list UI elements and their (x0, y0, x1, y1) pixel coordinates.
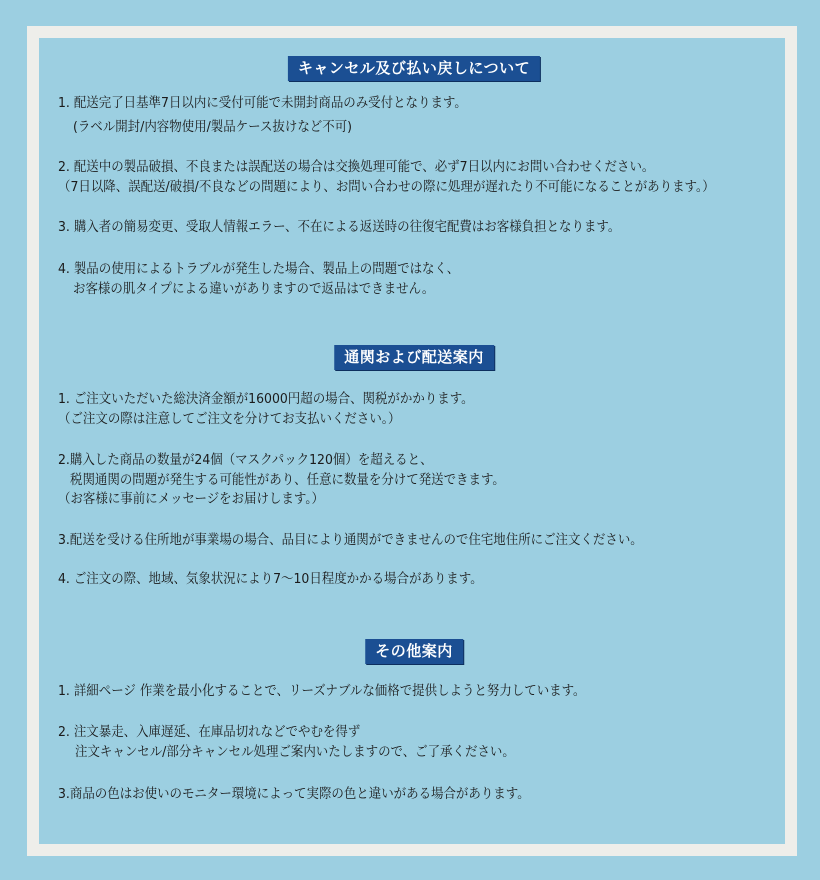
cancel-item-1-line-2: (ラベル開封/内容物使用/製品ケース抜けなど不可) (73, 120, 353, 135)
cancel-item-2-line-1: 2. 配送中の製品破損、不良または誤配送の場合は交換処理可能で、必ず7日以内にお問い合わせください。 (58, 160, 655, 175)
customs-item-1-line-2: （ご注文の際は注意してご注文を分けてお支払いください。） (58, 412, 401, 427)
customs-item-2-line-3: （お客様に事前にメッセージをお届けします。） (58, 492, 325, 507)
customs-item-2-line-1: 2.購入した商品の数量が24個（マスクパック120個）を超えると、 (58, 453, 433, 468)
cancel-item-4-line-1: 4. 製品の使用によるトラブルが発生した場合、製品上の問題ではなく、 (58, 262, 460, 277)
customs-item-3-line-1: 3.配送を受ける住所地が事業場の場合、品目により通関ができませんので住宅地住所にご注文ください。 (58, 533, 643, 548)
other-item-3-line-1: 3.商品の色はお使いのモニター環境によって実際の色と違いがある場合があります。 (58, 787, 530, 802)
cancel-item-3-line-1: 3. 購入者の簡易変更、受取人情報エラー、不在による返送時の往復宅配費はお客様負担となります。 (58, 220, 621, 235)
cancel-item-2-line-2: （7日以降、誤配送/破損/不良などの問題により、お問い合わせの際に処理が遅れたり不可能になることがあります。） (58, 180, 715, 195)
section-title-customs-shipping: 通関および配送案内 (334, 345, 494, 370)
other-item-2-line-1: 2. 注文暴走、入庫遅延、在庫品切れなどでやむを得ず (58, 725, 361, 740)
section-title-other-info: その他案内 (365, 639, 463, 664)
section-title-cancellation: キャンセル及び払い戻しについて (288, 56, 540, 81)
customs-item-4-line-1: 4. ご注文の際、地域、気象状況により7～10日程度かかる場合があります。 (58, 572, 483, 587)
cancel-item-1-line-1: 1. 配送完了日基準7日以内に受付可能で未開封商品のみ受付となります。 (58, 96, 467, 111)
other-item-1-line-1: 1. 詳細ページ 作業を最小化することで、リーズナブルな価格で提供しようと努力しています。 (58, 684, 586, 699)
customs-item-1-line-1: 1. ご注文いただいた総決済金額が16000円超の場合、関税がかかります。 (58, 392, 474, 407)
cancel-item-4-line-2: お客様の肌タイプによる違いがありますので返品はできません。 (73, 282, 435, 297)
customs-item-2-line-2: 税関通関の問題が発生する可能性があり、任意に数量を分けて発送できます。 (70, 473, 505, 488)
other-item-2-line-2: 注文キャンセル/部分キャンセル処理ご案内いたしますので、ご了承ください。 (75, 745, 515, 760)
